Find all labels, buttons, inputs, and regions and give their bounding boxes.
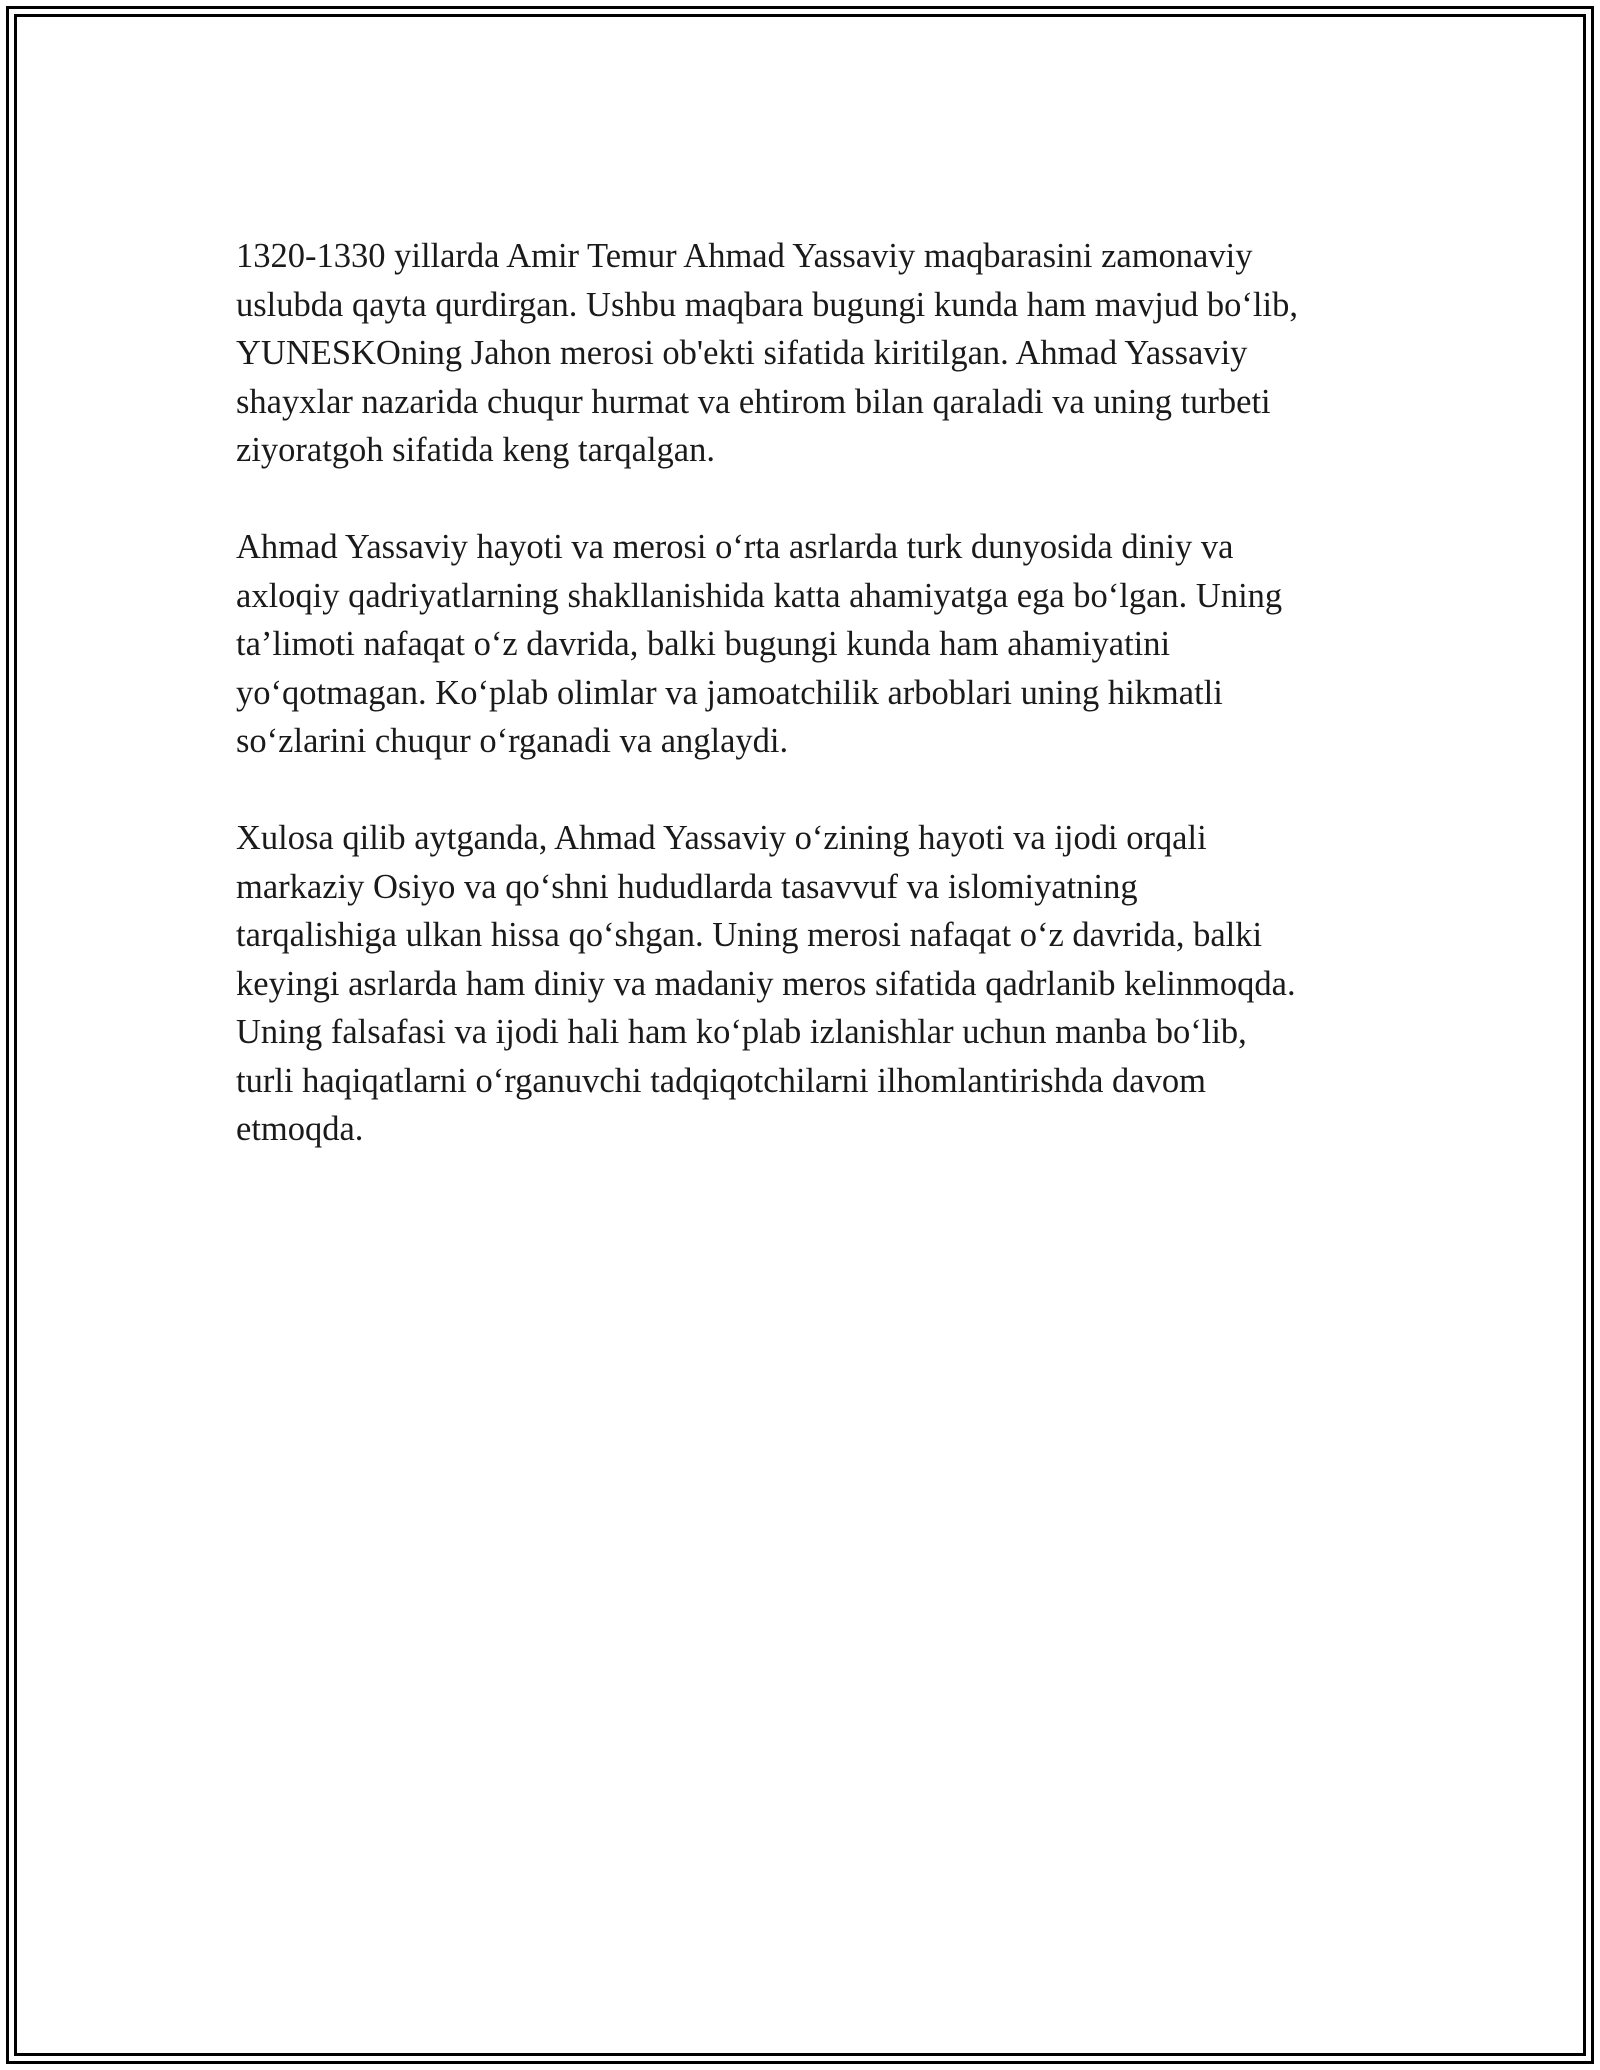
text-line: tarqalishiga ulkan hissa qo‘shgan. Uning merosi nafaqat o‘z davrida, balki — [236, 916, 1263, 954]
text-line: Ahmad Yassaviy hayoti va merosi o‘rta asrlarda turk dunyosida diniy va — [236, 528, 1234, 566]
text-line: shayxlar nazarida chuqur hurmat va ehtirom bilan qaraladi va uning turbeti — [236, 382, 1271, 421]
text-line: etmoqda. — [236, 1110, 364, 1148]
text-line: Uning falsafasi va ijodi hali ham ko‘plab izlanishlar uchun manba bo‘lib, — [236, 1013, 1247, 1051]
text-line: YUNESKOning Jahon merosi ob'ekti sifatida kiritilgan. Ahmad Yassaviy — [236, 334, 1248, 372]
text-line: axloqiy qadriyatlarning shakllanishida katta ahamiyatga ega bo‘lgan. Uning — [236, 576, 1283, 615]
paragraph-2 — [236, 523, 1386, 766]
paragraph-1 — [236, 232, 1386, 475]
text-line: yo‘qotmagan. Ko‘plab olimlar va jamoatchilik arboblari uning hikmatli — [236, 673, 1223, 712]
text-line: markaziy Osiyo va qo‘shni hududlarda tasavvuf va islomiyatning — [236, 867, 1138, 906]
text-line: so‘zlarini chuqur o‘rganadi va anglaydi. — [236, 722, 789, 760]
text-line: keyingi asrlarda ham diniy va madaniy meros sifatida qadrlanib kelinmoqda. — [236, 964, 1296, 1003]
text-line: ziyoratgoh sifatida keng tarqalgan. — [236, 431, 715, 469]
text-line: 1320-1330 yillarda Amir Temur Ahmad Yassaviy maqbarasini zamonaviy — [236, 237, 1253, 275]
text-line: Xulosa qilib aytganda, Ahmad Yassaviy o‘zining hayoti va ijodi orqali — [236, 819, 1207, 857]
text-line: uslubda qayta qurdirgan. Ushbu maqbara bugungi kunda ham mavjud bo‘lib, — [236, 285, 1298, 324]
text-line: ta’limoti nafaqat o‘z davrida, balki bugungi kunda ham ahamiyatini — [236, 625, 1171, 663]
document-body — [236, 232, 1386, 1202]
paragraph-3 — [236, 814, 1386, 1154]
text-line: turli haqiqatlarni o‘rganuvchi tadqiqotchilarni ilhomlantirishda davom — [236, 1061, 1206, 1100]
